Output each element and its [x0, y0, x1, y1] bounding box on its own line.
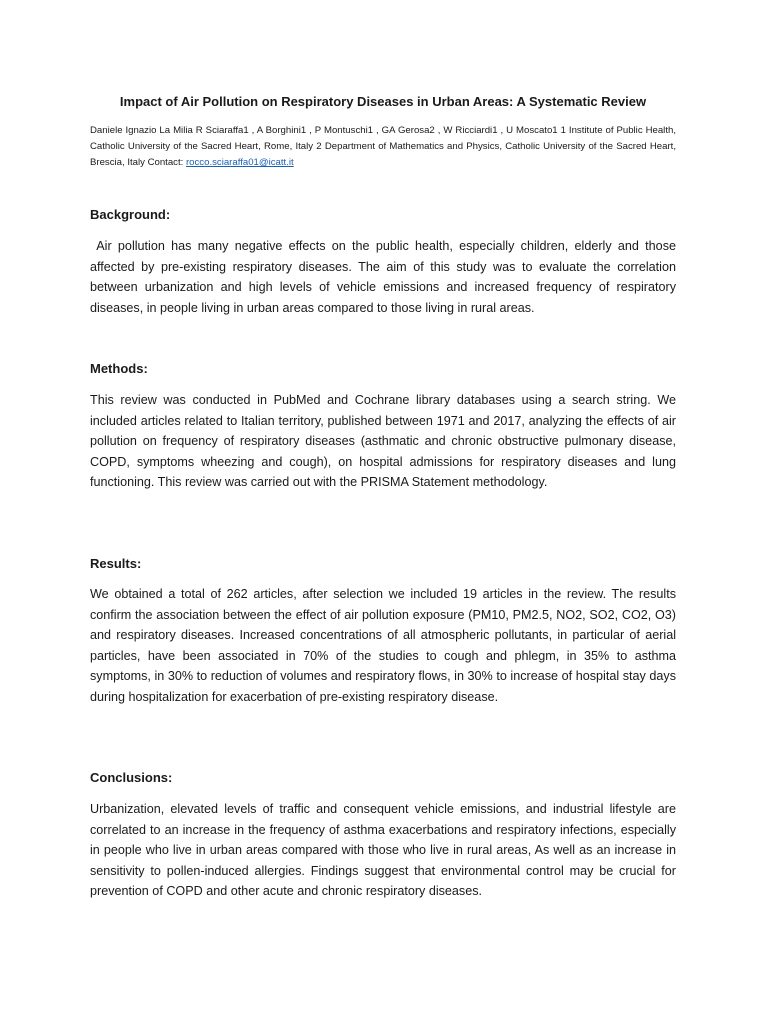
authors-text: Daniele Ignazio La Milia R Sciaraffa1 , A Borghini1 , P Montuschi1 , GA Gerosa2 , W Ricciardi1 , U Moscato1 1 Institute of Public Health, Catholic University of the Sacred Heart, Rome, Italy 2 Department of Mathematics and Physics, Catholic University of the Sacred Heart, Brescia, Italy Contact:: [90, 125, 676, 168]
conclusions-text: Urbanization, elevated levels of traffic and consequent vehicle emissions, and industrial lifestyle are correlated to an increase in the frequency of asthma exacerbations and respiratory infections, especially in people who live in urban areas compared with those who live in rural areas, As well as an increase in sensitivity to pollen-induced allergies. Findings suggest that environmental control may be crucial for prevention of COPD and other acute and chronic respiratory diseases.: [90, 802, 676, 898]
methods-heading: Methods:: [90, 361, 148, 376]
background-heading: Background:: [90, 207, 171, 222]
conclusions-heading: Conclusions:: [90, 770, 173, 785]
contact-email-link[interactable]: rocco.sciaraffa01@icatt.it: [185, 157, 294, 168]
results-text: We obtained a total of 262 articles, after selection we included 19 articles in the review. The results confirm the association between the effect of air pollution exposure (PM10, PM2.5, NO2, SO2, CO2, O3) and respiratory diseases. Increased concentrations of all atmospheric pollutants, in particular of aerial particles, have been associated in 70% of the studies to cough and phlegm, in 35% to asthma symptoms, in 30% to reduction of volumes and respiratory flows, in 30% to increase of hospital stay days during hospitalization for exacerbation of pre-existing respiratory disease.: [90, 587, 676, 704]
methods-text: This review was conducted in PubMed and Cochrane library databases using a search string. We included articles related to Italian territory, published between 1971 and 2017, analyzing the effects of air pollution on frequency of respiratory diseases (asthmatic and chronic obstructive pulmonary disease, COPD, symptoms wheezing and cough), on hospital admissions for respiratory diseases and lung functioning. This review was carried out with the PRISMA Statement methodology.: [90, 393, 676, 489]
paper-title: Impact of Air Pollution on Respiratory Diseases in Urban Areas: A Systematic Review: [119, 94, 647, 109]
results-heading: Results:: [90, 556, 142, 571]
author-affiliations: [90, 123, 676, 171]
background-text: Air pollution has many negative effects on the public health, especially children, elderly and those affected by pre-existing respiratory diseases. The aim of this study was to evaluate the correlation between urbanization and high levels of vehicle emissions and increased frequency of respiratory diseases, in people living in urban areas compared to those living in rural areas.: [90, 239, 676, 315]
